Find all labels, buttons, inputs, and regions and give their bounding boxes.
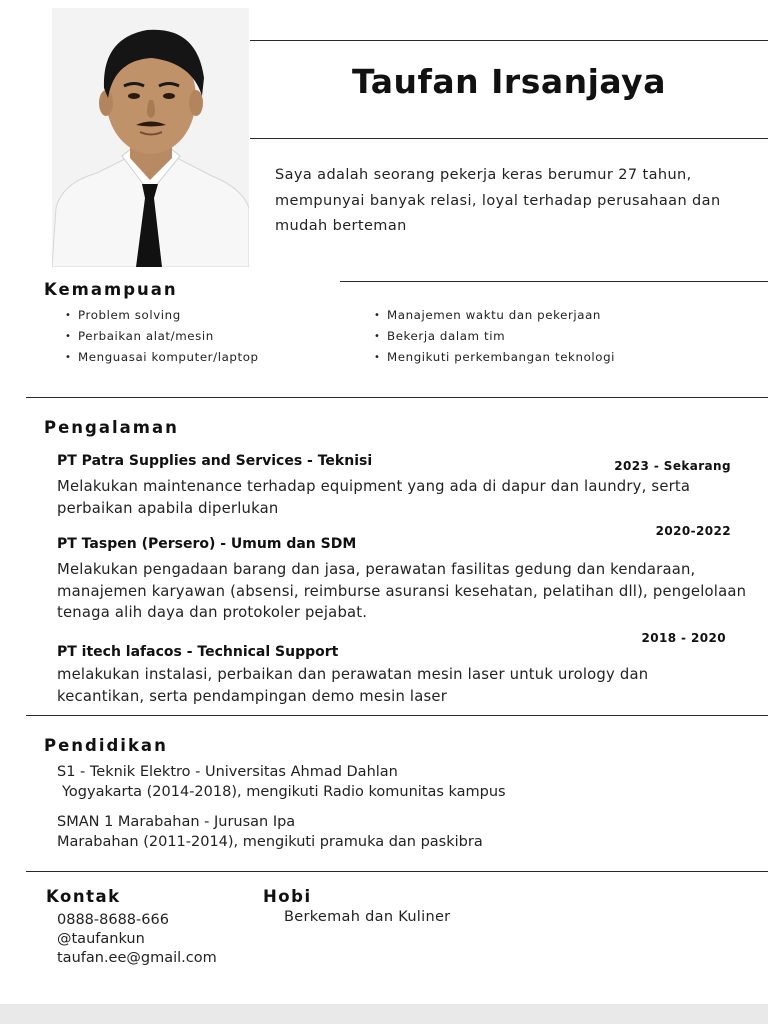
skills-heading: Kemampuan <box>44 280 178 299</box>
job-description: melakukan instalasi, perbaikan dan perawatan mesin laser untuk urology dan kecantikan, serta pendampingan demo mesin laser <box>57 666 649 705</box>
profile-photo <box>52 8 249 267</box>
job-title: PT Patra Supplies and Services - Teknisi <box>57 453 373 469</box>
experience-rule <box>26 715 768 716</box>
header-top-rule <box>250 40 768 41</box>
education-line: Marabahan (2011-2014), mengikuti pramuka dan paskibra <box>57 834 483 850</box>
experience-heading: Pengalaman <box>44 418 179 437</box>
job-date: 2020-2022 <box>655 524 731 538</box>
summary-rule <box>340 281 768 282</box>
education-rule <box>26 871 768 872</box>
job-description: Melakukan pengadaan barang dan jasa, perawatan fasilitas gedung dan kendaraan, manajemen karyawan (absensi, reimburse asuransi kesehatan, pelatihan dll), pengelolaan tenaga alih daya dan protokoler pejabat. <box>57 561 747 621</box>
profile-summary: Saya adalah seorang pekerja keras berumur 27 tahun, mempunyai banyak relasi, loyal terhadap perusahaan dan mudah berteman <box>275 167 721 234</box>
contact-heading: Kontak <box>46 887 121 906</box>
contact-handle: @taufankun <box>57 931 145 947</box>
skills-rule <box>26 397 768 398</box>
job-title: PT itech lafacos - Technical Support <box>57 644 339 660</box>
page-gutter <box>0 1004 768 1024</box>
skill-item: • Problem solving <box>65 305 259 326</box>
education-line: S1 - Teknik Elektro - Universitas Ahmad Dahlan <box>57 764 398 780</box>
job-date: 2018 - 2020 <box>641 631 726 645</box>
header-bottom-rule <box>250 138 768 139</box>
person-name: Taufan Irsanjaya <box>352 62 666 101</box>
skill-item: • Perbaikan alat/mesin <box>65 326 259 347</box>
skill-item: • Menguasai komputer/laptop <box>65 347 259 368</box>
job-date: 2023 - Sekarang <box>614 459 731 473</box>
education-line: SMAN 1 Marabahan - Jurusan Ipa <box>57 814 296 830</box>
skills-list-left <box>65 305 259 368</box>
skills-list-right <box>374 305 615 368</box>
job-title: PT Taspen (Persero) - Umum dan SDM <box>57 536 357 552</box>
skill-item: • Manajemen waktu dan pekerjaan <box>374 305 615 326</box>
skill-item: • Mengikuti perkembangan teknologi <box>374 347 615 368</box>
hobby-text: Berkemah dan Kuliner <box>284 909 451 925</box>
contact-phone: 0888-8688-666 <box>57 912 169 928</box>
contact-block <box>57 911 217 968</box>
education-item <box>57 812 483 852</box>
hobby-heading: Hobi <box>263 887 312 906</box>
job-description: Melakukan maintenance terhadap equipment yang ada di dapur dan laundry, serta perbaikan apabila diperlukan <box>57 478 691 517</box>
education-line: Yogyakarta (2014-2018), mengikuti Radio komunitas kampus <box>62 784 506 800</box>
education-heading: Pendidikan <box>44 736 168 755</box>
contact-email: taufan.ee@gmail.com <box>57 950 217 966</box>
education-item <box>57 762 506 802</box>
skill-item: • Bekerja dalam tim <box>374 326 615 347</box>
